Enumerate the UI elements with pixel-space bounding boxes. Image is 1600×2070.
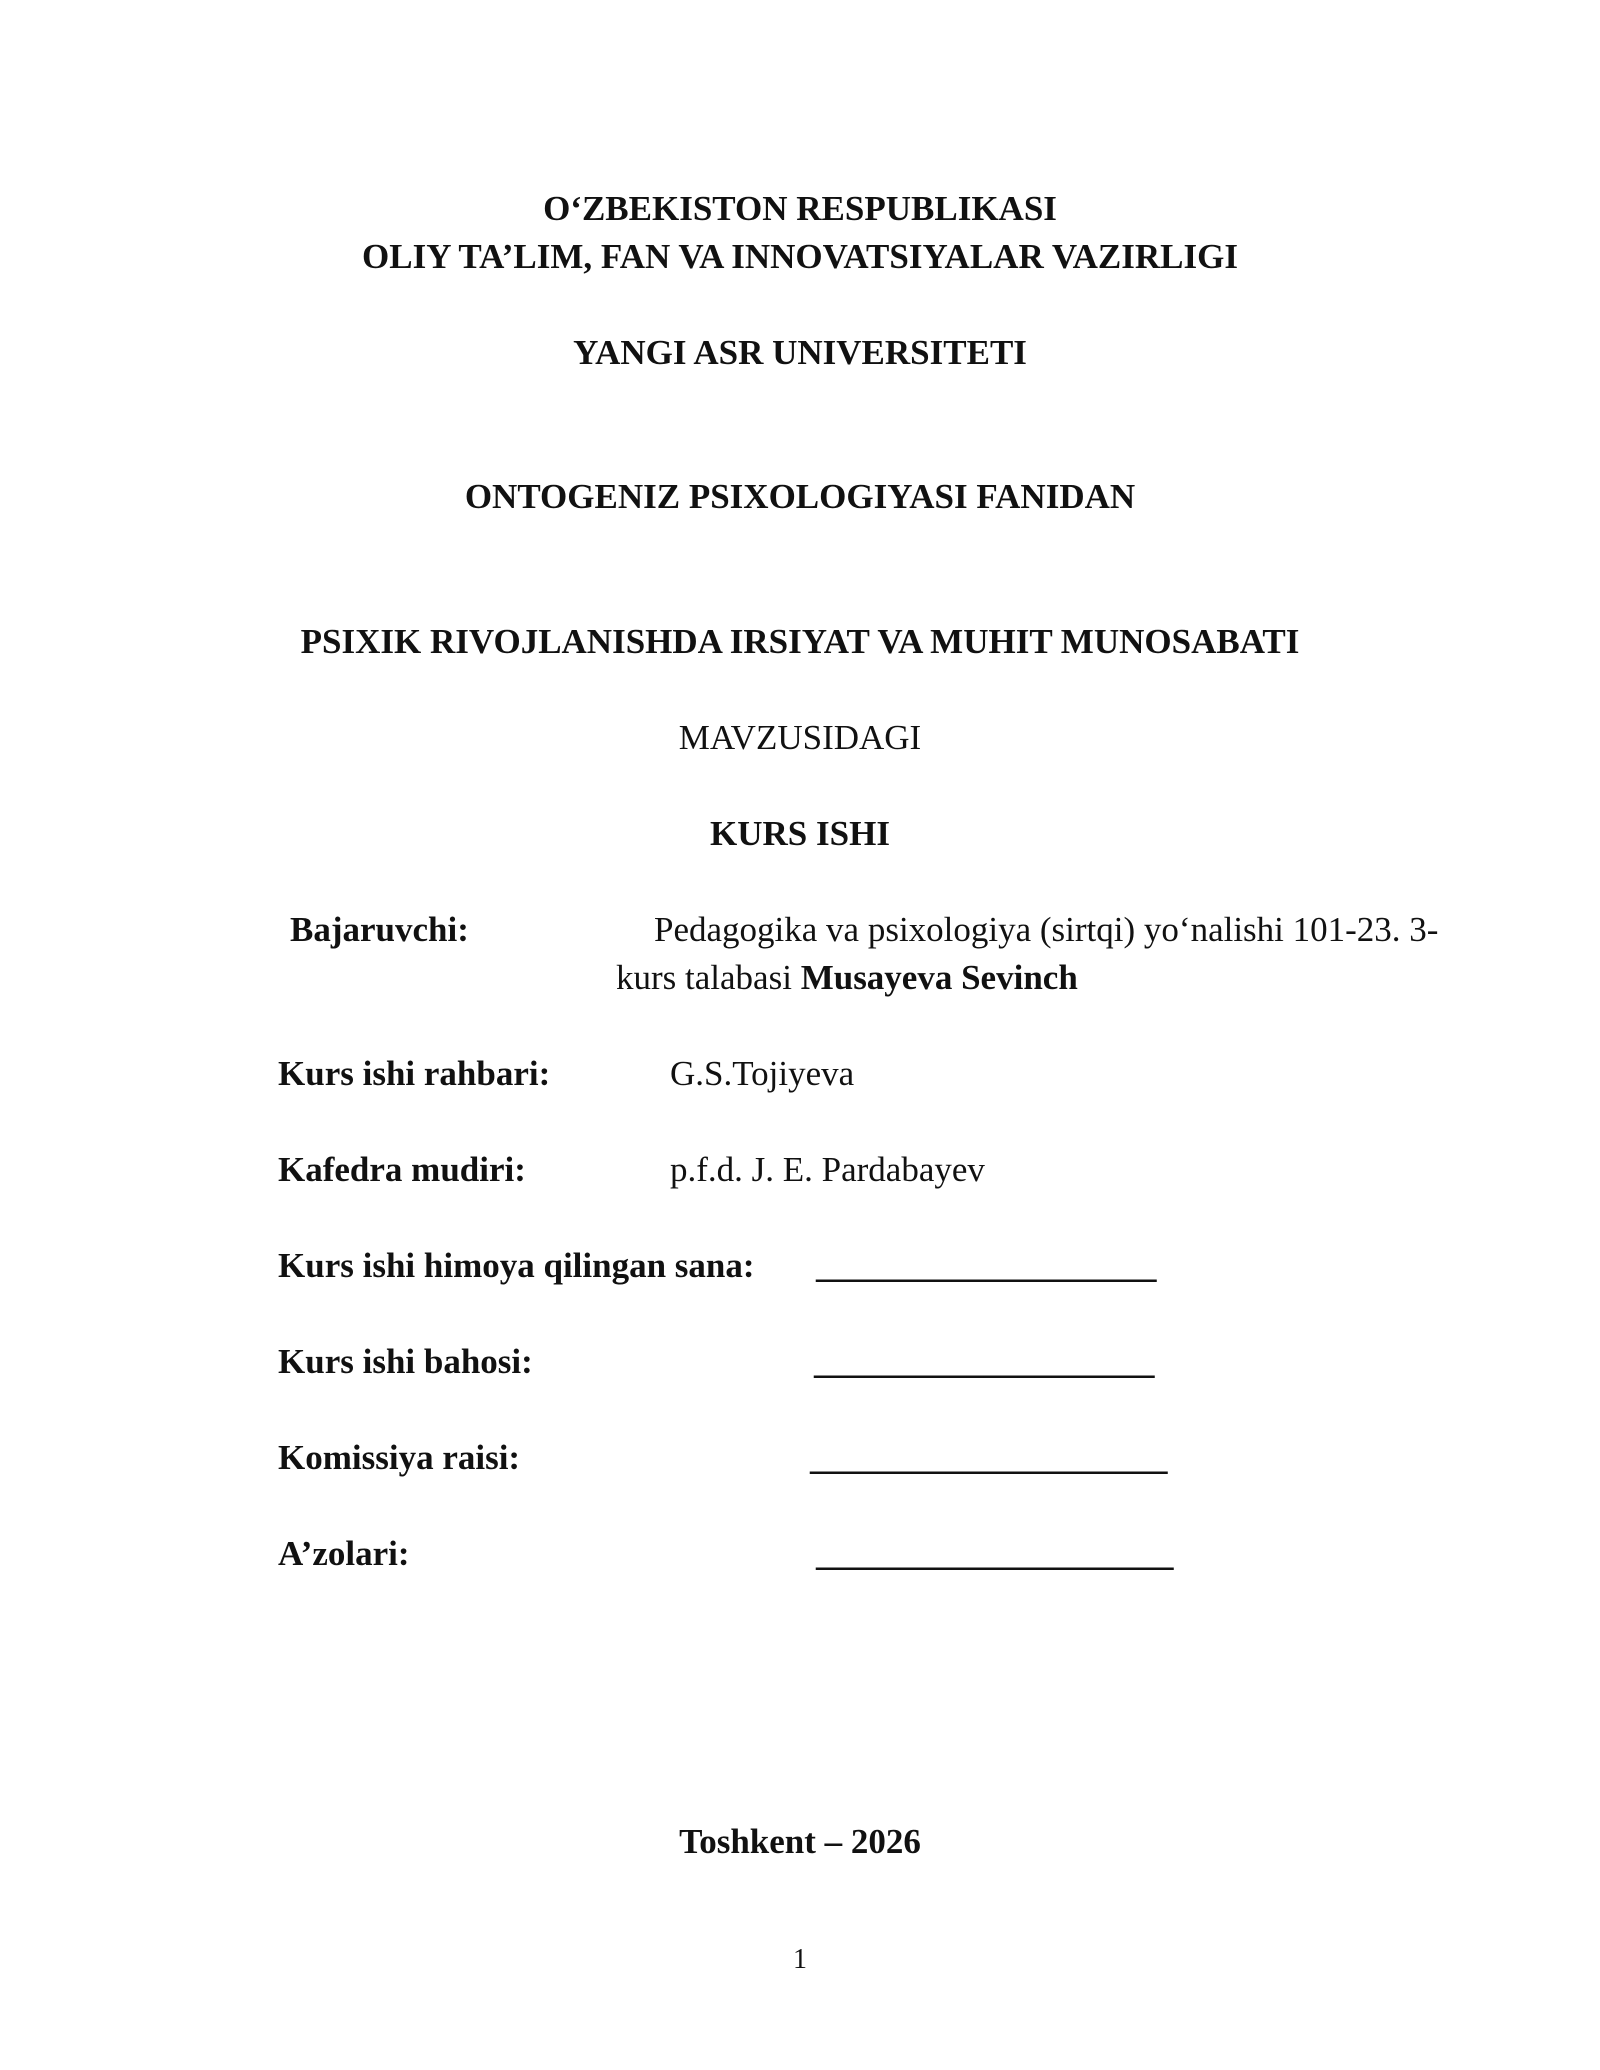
- commission-chair-blank: _____________________: [810, 1438, 1167, 1477]
- performer-name: Musayeva Sevinch: [800, 958, 1078, 997]
- performer-line2-prefix: kurs talabasi: [616, 958, 801, 997]
- ministry-header-line2: OLIY TA’LIM, FAN VA INNOVATSIYALAR VAZIRLIGI: [362, 237, 1238, 276]
- department-head-label: Kafedra mudiri:: [278, 1150, 526, 1189]
- members-label: A’zolari:: [278, 1534, 410, 1573]
- work-type-title: KURS ISHI: [710, 814, 890, 853]
- supervisor-value: G.S.Tojiyeva: [670, 1054, 855, 1093]
- members-blank: _____________________: [816, 1534, 1173, 1573]
- supervisor-label: Kurs ishi rahbari:: [278, 1054, 551, 1093]
- university-name: YANGI ASR UNIVERSITETI: [573, 333, 1027, 372]
- performer-line2: [616, 954, 1486, 1002]
- commission-chair-label: Komissiya raisi:: [278, 1438, 521, 1477]
- grade-blank: ____________________: [814, 1342, 1154, 1381]
- grade-label: Kurs ishi bahosi:: [278, 1342, 533, 1381]
- place-year: Toshkent – 2026: [679, 1822, 921, 1861]
- topic-suffix: MAVZUSIDAGI: [678, 718, 922, 757]
- topic-title: PSIXIK RIVOJLANISHDA IRSIYAT VA MUHIT MUNOSABATI: [300, 622, 1300, 661]
- performer-description: [616, 906, 1486, 1002]
- performer-label: Bajaruvchi:: [290, 910, 469, 949]
- defense-date-label: Kurs ishi himoya qilingan sana:: [278, 1246, 755, 1285]
- page-number: 1: [793, 1944, 807, 1975]
- ministry-header-line1: O‘ZBEKISTON RESPUBLIKASI: [543, 189, 1057, 228]
- department-head-value: p.f.d. J. E. Pardabayev: [670, 1150, 985, 1189]
- performer-line1: Pedagogika va psixologiya (sirtqi) yo‘nalishi 101-23. 3-: [654, 910, 1439, 949]
- defense-date-blank: ____________________: [816, 1246, 1156, 1285]
- subject-title: ONTOGENIZ PSIXOLOGIYASI FANIDAN: [464, 477, 1136, 516]
